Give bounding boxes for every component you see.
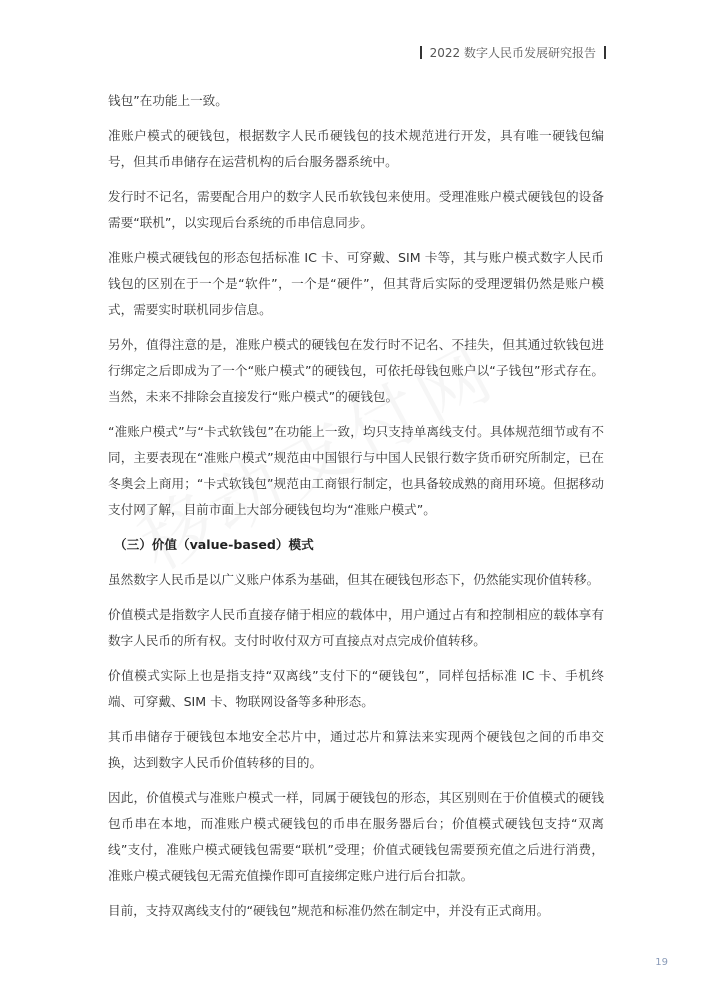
paragraph: 价值模式是指数字人民币直接存储于相应的载体中，用户通过占有和控制相应的载体享有数字人民币的所有权。支付时收付双方可直接点对点完成价值转移。 — [108, 607, 604, 648]
body-text — [108, 88, 604, 933]
paragraph: 价值模式实际上也是指支持“双离线”支付下的“硬钱包”，同样包括标准 IC 卡、手机终端、可穿戴、SIM 卡、物联网设备等多种形态。 — [108, 668, 604, 709]
header-title: 2022 数字人民币发展研究报告 — [429, 46, 596, 60]
paragraph: 准账户模式的硬钱包，根据数字人民币硬钱包的技术规范进行开发，具有唯一硬钱包编号，但其币串储存在运营机构的后台服务器系统中。 — [108, 128, 604, 169]
paragraph: 钱包”在功能上一致。 — [108, 93, 228, 108]
paragraph: 另外，值得注意的是，准账户模式的硬钱包在发行时不记名、不挂失，但其通过软钱包进行绑定之后即成为了一个“账户模式”的硬钱包，可依托母钱包账户以“子钱包”形式存在。当然，未来不排除会直接发行“账户模式”的硬钱包。 — [108, 337, 604, 404]
paragraph: 准账户模式硬钱包的形态包括标准 IC 卡、可穿戴、SIM 卡等，其与账户模式数字人民币钱包的区别在于一个是“软件”，一个是“硬件”，但其背后实际的受理逻辑仍然是账户模式，需要实时联机同步信息。 — [108, 250, 604, 317]
page-number: 19 — [655, 957, 668, 968]
paragraph: 因此，价值模式与准账户模式一样，同属于硬钱包的形态，其区别则在于价值模式的硬钱包币串在本地，而准账户模式硬钱包的币串在服务器后台；价值模式硬钱包支持“双离线”支付，准账户模式硬钱包需要“联机”受理；价值式硬钱包需要预充值之后进行消费，准账户模式硬钱包无需充值操作即可直接绑定账户进行后台扣款。 — [108, 790, 604, 883]
paragraph: 虽然数字人民币是以广义账户体系为基础，但其在硬钱包形态下，仍然能实现价值转移。 — [108, 572, 600, 587]
paragraph: 目前，支持双离线支付的“硬钱包”规范和标准仍然在制定中，并没有正式商用。 — [108, 903, 550, 918]
paragraph: “准账户模式”与“卡式软钱包”在功能上一致，均只支持单离线支付。具体规范细节或有不同，主要表现在“准账户模式”规范由中国银行与中国人民银行数字货币研究所制定，已在冬奥会上商用；“卡式软钱包”规范由工商银行制定，也具备较成熟的商用环境。但据移动支付网了解，目前市面上大部分硬钱包均为“准账户模式”。 — [108, 424, 604, 517]
running-header — [420, 44, 606, 61]
paragraph: 其币串储存于硬钱包本地安全芯片中，通过芯片和算法来实现两个硬钱包之间的币串交换，达到数字人民币价值转移的目的。 — [108, 729, 604, 770]
header-bar-right — [604, 46, 606, 59]
header-bar-left — [420, 46, 422, 59]
paragraph: 发行时不记名，需要配合用户的数字人民币软钱包来使用。受理准账户模式硬钱包的设备需要“联机”，以实现后台系统的币串信息同步。 — [108, 189, 604, 230]
section-heading: （三）价值（value-based）模式 — [114, 537, 314, 552]
